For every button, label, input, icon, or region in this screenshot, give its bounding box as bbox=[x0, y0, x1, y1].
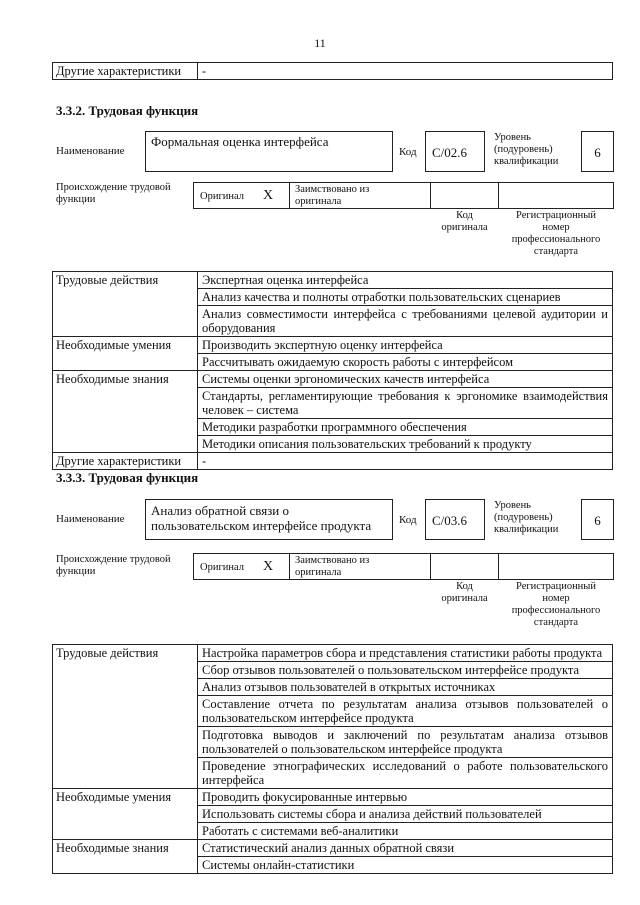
code-label: Код bbox=[399, 514, 417, 526]
name-label: Наименование bbox=[56, 513, 125, 525]
original-code-caption bbox=[430, 581, 499, 605]
origin-label-line: функции bbox=[56, 566, 96, 577]
borrowed-label-line: оригинала bbox=[295, 567, 342, 578]
level-label-line: (подуровень) bbox=[494, 144, 553, 155]
origin-label-line: Происхождение трудовой bbox=[56, 182, 171, 193]
caption-line: оригинала bbox=[441, 593, 488, 604]
row-text: - bbox=[198, 63, 613, 80]
row-text: Работать с системами веб-аналитики bbox=[198, 823, 613, 840]
row-text: Составление отчета по результатам анализа отзывов пользователей о пользовательском интерфейсе продукта bbox=[198, 696, 613, 727]
row-text: Анализ совместимости интерфейса с требованиями целевой аудитории и оборудования bbox=[198, 306, 613, 337]
code-field: С/03.6 bbox=[425, 499, 485, 540]
level-field: 6 bbox=[581, 499, 614, 540]
table-row bbox=[53, 371, 613, 388]
caption-line: стандарта bbox=[533, 617, 579, 628]
origin-label bbox=[56, 554, 171, 578]
row-text: Системы онлайн-статистики bbox=[198, 857, 613, 874]
row-label: Трудовые действия bbox=[53, 272, 198, 337]
caption-line: оригинала bbox=[441, 222, 488, 233]
original-label: Оригинал bbox=[200, 191, 244, 202]
borrowed-label-line: Заимствовано из bbox=[295, 555, 370, 566]
caption-line: профессионального bbox=[511, 234, 601, 245]
top-characteristics-table bbox=[52, 62, 613, 80]
registration-caption bbox=[498, 581, 614, 629]
code-field: С/02.6 bbox=[425, 131, 485, 172]
caption-line: номер bbox=[542, 593, 570, 604]
level-label bbox=[494, 132, 558, 168]
origin-label bbox=[56, 182, 171, 206]
row-text: Настройка параметров сбора и представления статистики работы продукта bbox=[198, 645, 613, 662]
level-field: 6 bbox=[581, 131, 614, 172]
original-cell bbox=[193, 553, 290, 580]
registration-number-cell bbox=[498, 182, 614, 209]
level-label bbox=[494, 500, 558, 536]
table-row bbox=[53, 453, 613, 470]
caption-line: номер bbox=[542, 222, 570, 233]
row-text: Сбор отзывов пользователей о пользовательском интерфейсе продукта bbox=[198, 662, 613, 679]
table-row bbox=[53, 63, 613, 80]
row-label: Необходимые знания bbox=[53, 371, 198, 453]
section-heading: 3.3.2. Трудовая функция bbox=[56, 103, 199, 118]
level-label-line: Уровень bbox=[494, 500, 531, 511]
caption-line: Регистрационный bbox=[516, 210, 596, 221]
table-row bbox=[53, 645, 613, 662]
table-row bbox=[53, 272, 613, 289]
row-text: Методики разработки программного обеспечения bbox=[198, 419, 613, 436]
level-label-line: Уровень bbox=[494, 132, 531, 143]
table-row bbox=[53, 840, 613, 857]
row-text: Статистический анализ данных обратной связи bbox=[198, 840, 613, 857]
caption-line: стандарта bbox=[533, 246, 579, 257]
labor-function-table bbox=[52, 644, 613, 874]
row-label: Необходимые умения bbox=[53, 337, 198, 371]
borrowed-label-line: оригинала bbox=[295, 196, 342, 207]
row-text: Проводить фокусированные интервью bbox=[198, 789, 613, 806]
row-text: Проведение этнографических исследований о работе пользовательского интерфейса bbox=[198, 758, 613, 789]
row-label: Другие характеристики bbox=[53, 453, 198, 470]
row-label: Трудовые действия bbox=[53, 645, 198, 789]
labor-function-table bbox=[52, 271, 613, 470]
level-label-line: квалификации bbox=[494, 156, 559, 167]
row-text: Стандарты, регламентирующие требования к эргономике взаимодействия человек – система bbox=[198, 388, 613, 419]
original-mark: X bbox=[263, 559, 274, 574]
row-label: Необходимые умения bbox=[53, 789, 198, 840]
section-heading: 3.3.3. Трудовая функция bbox=[56, 470, 199, 485]
level-label-line: квалификации bbox=[494, 524, 559, 535]
code-label: Код bbox=[399, 146, 417, 158]
original-cell bbox=[193, 182, 290, 209]
row-text: - bbox=[198, 453, 613, 470]
caption-line: Код bbox=[456, 581, 473, 592]
row-text: Анализ качества и полноты отработки пользовательских сценариев bbox=[198, 289, 613, 306]
borrowed-cell bbox=[289, 182, 431, 209]
level-label-line: (подуровень) bbox=[494, 512, 553, 523]
origin-label-line: функции bbox=[56, 194, 96, 205]
origin-label-line: Происхождение трудовой bbox=[56, 554, 171, 565]
row-text: Системы оценки эргономических качеств интерфейса bbox=[198, 371, 613, 388]
row-label: Другие характеристики bbox=[53, 63, 198, 80]
function-name-field: Анализ обратной связи о пользовательском интерфейсе продукта bbox=[145, 499, 393, 540]
registration-caption bbox=[498, 210, 614, 258]
caption-line: Код bbox=[456, 210, 473, 221]
original-label: Оригинал bbox=[200, 562, 244, 573]
name-label: Наименование bbox=[56, 145, 125, 157]
table-row bbox=[53, 337, 613, 354]
borrowed-label-line: Заимствовано из bbox=[295, 184, 370, 195]
registration-number-cell bbox=[498, 553, 614, 580]
row-text: Использовать системы сбора и анализа действий пользователей bbox=[198, 806, 613, 823]
row-text: Анализ отзывов пользователей в открытых источниках bbox=[198, 679, 613, 696]
row-label: Необходимые знания bbox=[53, 840, 198, 874]
row-text: Методики описания пользовательских требований к продукту bbox=[198, 436, 613, 453]
original-mark: X bbox=[263, 188, 274, 203]
caption-line: профессионального bbox=[511, 605, 601, 616]
function-name-field: Формальная оценка интерфейса bbox=[145, 131, 393, 172]
original-code-caption bbox=[430, 210, 499, 234]
original-code-cell bbox=[430, 553, 499, 580]
row-text: Рассчитывать ожидаемую скорость работы с интерфейсом bbox=[198, 354, 613, 371]
row-text: Подготовка выводов и заключений по результатам анализа отзывов пользователей о пользовательском интерфейсе продукта bbox=[198, 727, 613, 758]
caption-line: Регистрационный bbox=[516, 581, 596, 592]
page-number: 11 bbox=[314, 36, 326, 50]
borrowed-cell bbox=[289, 553, 431, 580]
row-text: Производить экспертную оценку интерфейса bbox=[198, 337, 613, 354]
original-code-cell bbox=[430, 182, 499, 209]
row-text: Экспертная оценка интерфейса bbox=[198, 272, 613, 289]
table-row bbox=[53, 789, 613, 806]
